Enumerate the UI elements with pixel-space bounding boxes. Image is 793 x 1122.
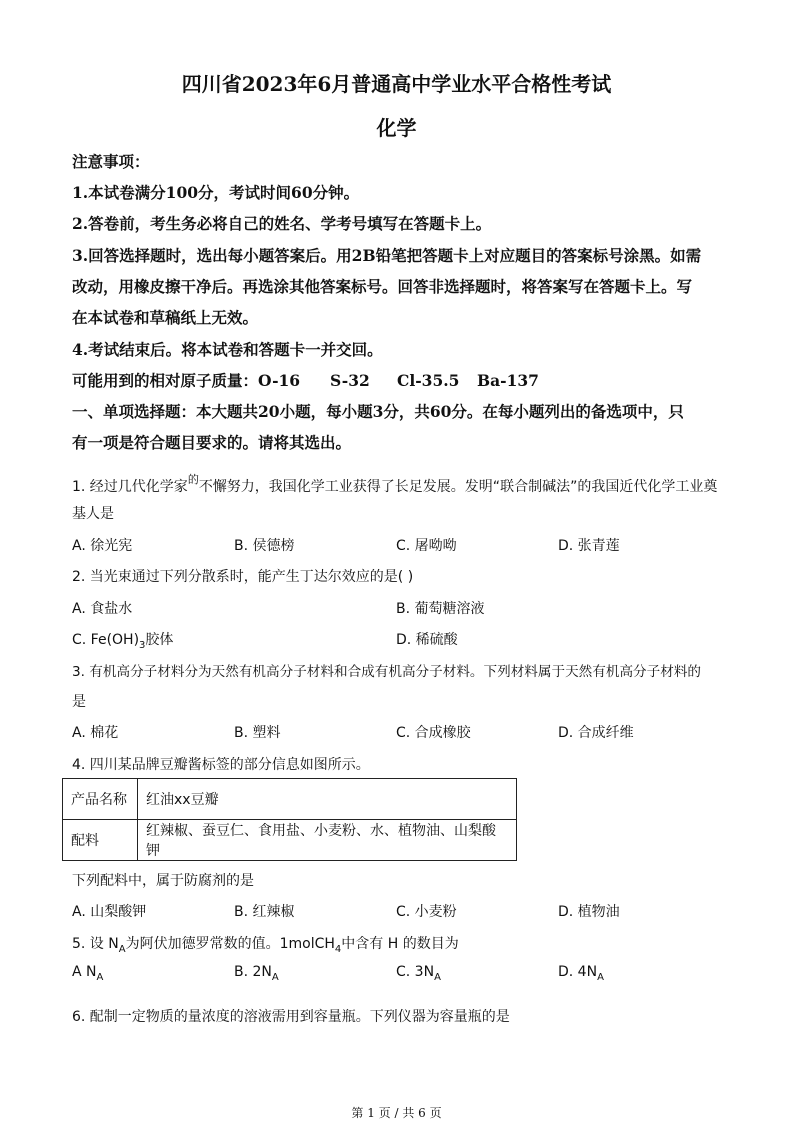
note-item-3-line3: 在本试卷和草稿纸上无效。	[72, 308, 259, 327]
section-heading-line1: 一、单项选择题：本大题共20小题，每小题3分，共60分。在每小题列出的备选项中，只	[72, 402, 684, 421]
q3-option-a: A. 棉花	[72, 725, 119, 741]
q3-stem-line1: 3. 有机高分子材料分为天然有机高分子材料和合成有机高分子材料。下列材料属于天然有机高分子材料的	[72, 664, 702, 680]
q2-option-d: D. 稀硫酸	[396, 632, 458, 648]
note-item-2: 2.答卷前，考生务必将自己的姓名、学考号填写在答题卡上。	[72, 214, 492, 233]
q5-option-c-text: C. 3N	[396, 964, 435, 980]
q5-option-b	[234, 964, 279, 983]
q5-option-b-text: B. 2N	[234, 964, 272, 980]
section-heading-line2: 有一项是符合题目要求的。请将其选出。	[72, 433, 352, 452]
q3-option-d: D. 合成纤维	[558, 725, 634, 741]
atomic-mass-label: 可能用到的相对原子质量：	[72, 371, 259, 390]
q3-stem-line2: 是	[72, 694, 86, 710]
q5-stem-c: 中含有 H 的数目为	[341, 936, 459, 952]
q4-option-d: D. 植物油	[558, 904, 620, 920]
table-row	[63, 820, 517, 861]
q3-option-c: C. 合成橡胶	[396, 725, 471, 741]
atomic-mass-s: S-32	[330, 371, 370, 390]
q4-option-b: B. 红辣椒	[234, 904, 295, 920]
q5-option-c-sub: A	[434, 971, 441, 983]
q5-option-d-text: D. 4N	[558, 964, 598, 980]
table-row	[63, 779, 517, 820]
q1-option-c: C. 屠呦呦	[396, 538, 457, 554]
q3-option-b: B. 塑料	[234, 725, 281, 741]
page-footer: 第 1 页 / 共 6 页	[351, 1106, 442, 1120]
q5-option-d-sub: A	[597, 971, 604, 983]
q5-stem-b: 为阿伏加德罗常数的值。1molCH	[125, 936, 335, 952]
note-item-1: 1.本试卷满分100分，考试时间60分钟。	[72, 183, 360, 202]
q6-stem: 6. 配制一定物质的量浓度的溶液需用到容量瓶。下列仪器为容量瓶的是	[72, 1009, 510, 1025]
atomic-mass-ba: Ba-137	[477, 371, 539, 390]
q2-option-c-post: 胶体	[145, 632, 174, 648]
q1-stem-line2: 基人是	[72, 506, 114, 522]
q5-option-d	[558, 964, 604, 983]
q5-option-a-sub: A	[96, 971, 104, 983]
q1-option-a: A. 徐光宪	[72, 538, 133, 554]
q5-sub-b: 4	[334, 943, 342, 955]
q2-option-c-sub: 3	[139, 639, 146, 651]
notes-heading: 注意事项：	[72, 152, 150, 171]
q2-option-c	[72, 629, 173, 651]
q5-option-c	[396, 964, 441, 983]
q4-stem: 4. 四川某品牌豆瓣酱标签的部分信息如图所示。	[72, 757, 370, 773]
q5-option-b-sub: A	[271, 971, 279, 983]
q4-question: 下列配料中，属于防腐剂的是	[72, 873, 254, 889]
q1-stem-sup: 的	[187, 473, 199, 486]
atomic-mass-o: O-16	[258, 371, 301, 390]
atomic-mass-row	[72, 369, 539, 391]
note-item-3-line1: 3.回答选择题时，选出每小题答案后。用2B铅笔把答题卡上对应题目的答案标号涂黑。如需	[72, 246, 702, 265]
q1-stem-line1	[72, 471, 717, 496]
q5-sub-a: A	[118, 943, 126, 955]
q2-stem: 2. 当光束通过下列分散系时，能产生丁达尔效应的是( )	[72, 569, 414, 585]
exam-title: 四川省2023年6月普通高中学业水平合格性考试	[181, 72, 612, 96]
q1-option-d: D. 张青莲	[558, 538, 620, 554]
table-key-ingredients: 配料	[63, 820, 138, 861]
q1-stem-a: 1. 经过几代化学家	[72, 479, 188, 495]
q2-option-a: A. 食盐水	[72, 601, 133, 617]
q5-option-a-text: A N	[72, 964, 97, 980]
note-item-4: 4.考试结束后。将本试卷和答题卡一并交回。	[72, 340, 383, 359]
q1-stem-b: 不懈努力，我国化学工业获得了长足发展。发明“联合制碱法”的我国近代化学工业奠	[198, 479, 718, 495]
table-value-ingredients: 红辣椒、蚕豆仁、食用盐、小麦粉、水、植物油、山梨酸钾	[138, 820, 517, 861]
q2-option-b: B. 葡萄糖溶液	[396, 601, 485, 617]
q1-option-b: B. 侯德榜	[234, 538, 295, 554]
q2-option-c-pre: C. Fe(OH)	[72, 632, 140, 648]
atomic-mass-cl: Cl-35.5	[397, 371, 460, 390]
q5-option-a	[72, 964, 103, 983]
q4-option-a: A. 山梨酸钾	[72, 904, 147, 920]
note-item-3-line2: 改动，用橡皮擦干净后。再选涂其他答案标号。回答非选择题时，将答案写在答题卡上。写	[72, 277, 693, 296]
q5-stem	[72, 933, 459, 955]
product-label-table	[62, 778, 517, 861]
q4-option-c: C. 小麦粉	[396, 904, 457, 920]
table-key-name: 产品名称	[63, 779, 138, 820]
q5-stem-a: 5. 设 N	[72, 936, 119, 952]
table-value-name: 红油xx豆瓣	[138, 779, 517, 820]
exam-subject: 化学	[376, 116, 417, 140]
